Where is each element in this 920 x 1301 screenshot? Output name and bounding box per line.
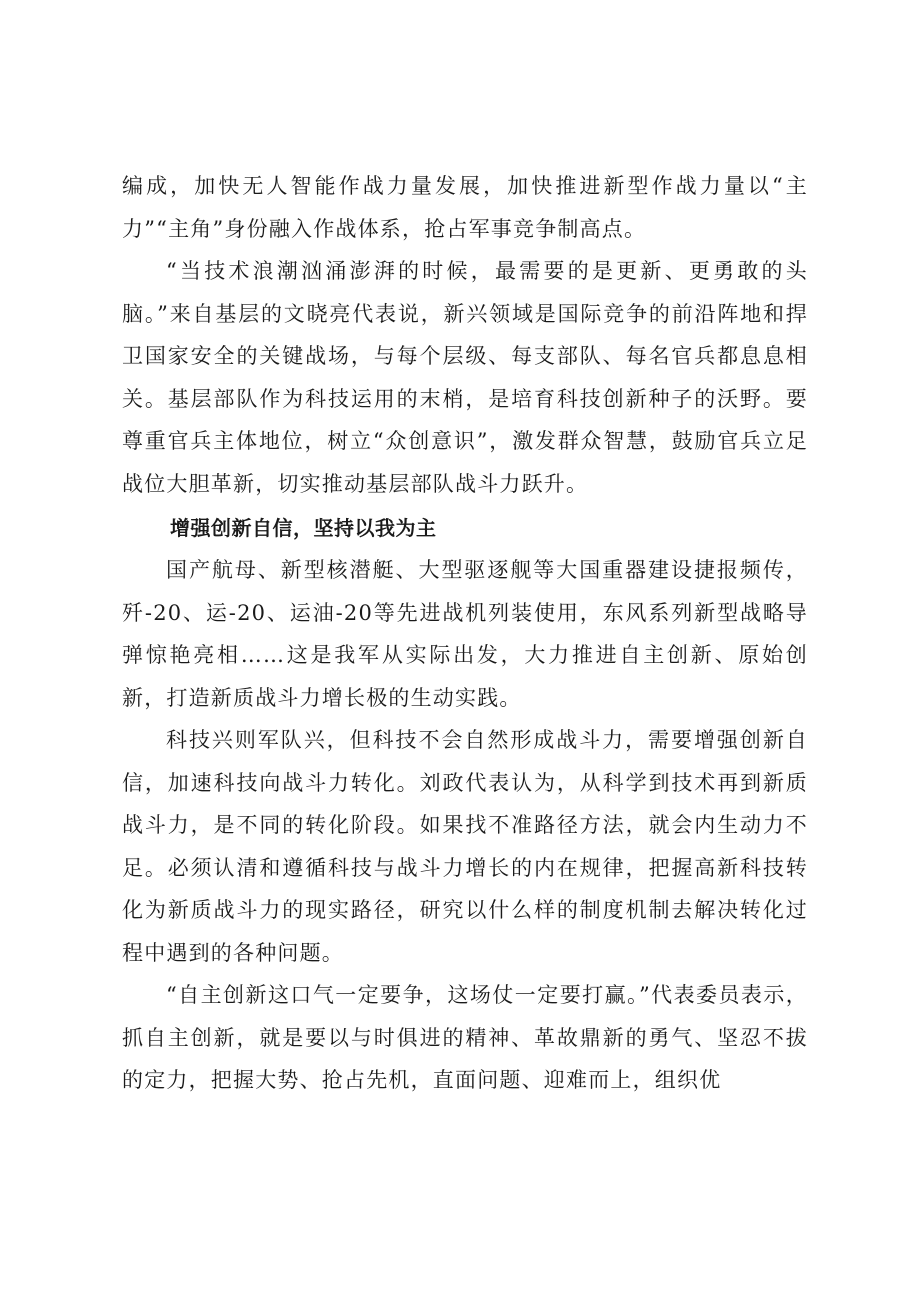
paragraph-continuation: 编成，加快无人智能作战力量发展，加快推进新型作战力量以“主力”“主角”身份融入作战体系，抢占军事竞争制高点。: [122, 174, 808, 241]
section-heading: 增强创新自信，坚持以我为主: [170, 516, 437, 540]
paragraph-wenxiaoliang-quote: “当技术浪潮汹涌澎湃的时候，最需要的是更新、更勇敢的头脑。”来自基层的文晓亮代表说，新兴领域是国际竞争的前沿阵地和捍卫国家安全的关键战场，与每个层级、每支部队、每名官兵都息息相关。基层部队作为科技运用的末梢，是培育科技创新种子的沃野。要尊重官兵主体地位，树立“众创意识”，激发群众智慧，鼓励官兵立足战位大胆革新，切实推动基层部队战斗力跃升。: [122, 259, 808, 496]
paragraph-equipment: 国产航母、新型核潜艇、大型驱逐舰等大国重器建设捷报频传，歼-20、运-20、运油-20等先进战机列装使用，东风系列新型战略导弹惊艳亮相……这是我军从实际出发，大力推进自主创新、原始创新，打造新质战斗力增长极的生动实践。: [122, 558, 808, 710]
paragraph-independent-innovation: “自主创新这口气一定要争，这场仗一定要打赢。”代表委员表示，抓自主创新，就是要以与时俱进的精神、革故鼎新的勇气、坚忍不拔的定力，把握大势、抢占先机，直面问题、迎难而上，组织优: [122, 983, 808, 1092]
article-body: [122, 165, 808, 1102]
paragraph-liuzheng: 科技兴则军队兴，但科技不会自然形成战斗力，需要增强创新自信，加速科技向战斗力转化。刘政代表认为，从科学到技术再到新质战斗力，是不同的转化阶段。如果找不准路径方法，就会内生动力不足。必须认清和遵循科技与战斗力增长的内在规律，把握高新科技转化为新质战斗力的现实路径，研究以什么样的制度机制去解决转化过程中遇到的各种问题。: [122, 728, 808, 965]
